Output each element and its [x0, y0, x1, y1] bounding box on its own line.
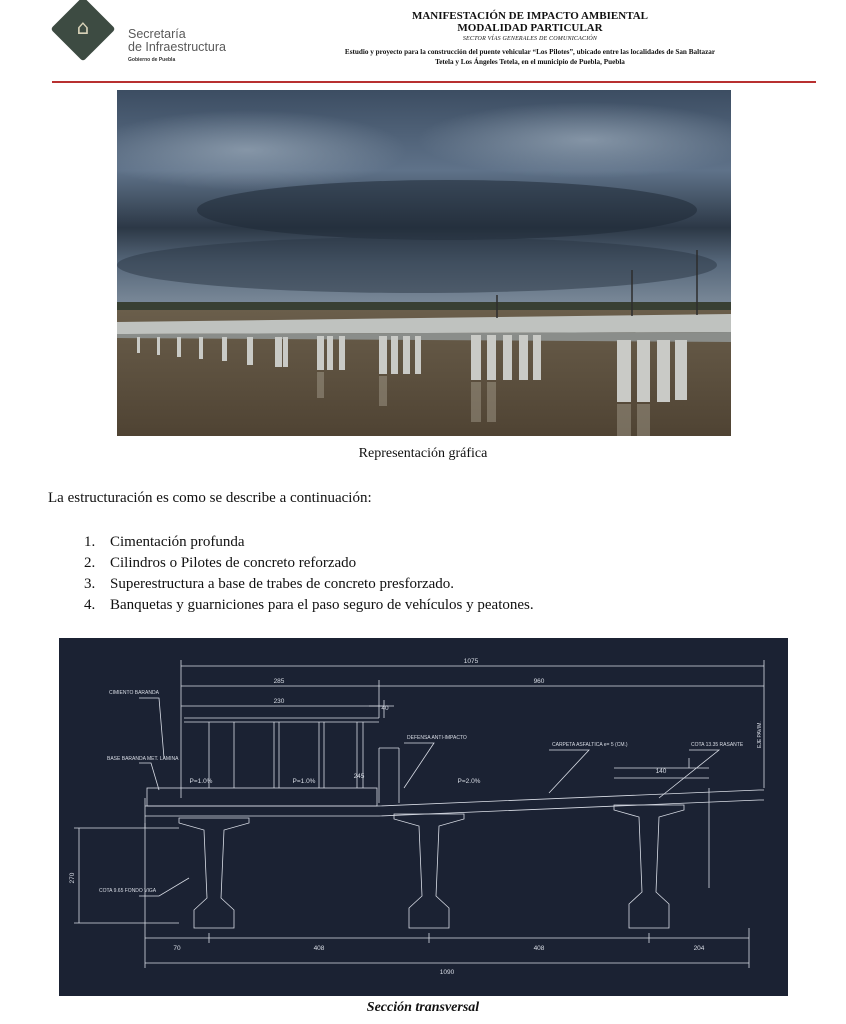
label-carpeta: CARPETA ASFALTICA e= 5 (CM.) — [552, 742, 628, 748]
dim-left-vertical: 270 — [69, 872, 76, 884]
label-defensa: DEFENSA ANTI-IMPACTO — [407, 735, 467, 741]
structure-list — [84, 532, 534, 616]
label-eje: EJE PAVIM. — [757, 721, 763, 748]
dim-total-bottom: 1090 — [439, 969, 455, 976]
bridge-photo — [117, 90, 731, 436]
drawing-caption: Sección transversal — [366, 1000, 480, 1015]
header-study-line2: Tetela y Los Ángeles Tetela, en el municipio de Puebla, Puebla — [435, 58, 625, 66]
photo-caption: Representación gráfica — [358, 446, 488, 461]
cross-section-drawing — [59, 638, 788, 996]
org-name-line2: de Infraestructura — [128, 40, 226, 54]
slope-left-a: P=1.0% — [189, 778, 213, 785]
cross-section-svg — [59, 638, 788, 996]
slope-left-b: P=1.0% — [292, 778, 316, 785]
header-subtitle: MODALIDAD PARTICULAR — [457, 22, 603, 34]
org-name-line1: Secretaría — [128, 27, 186, 41]
dim-small: 40 — [381, 705, 389, 712]
label-cota-fondo: COTA 9.65 FONDO VIGA — [99, 888, 157, 894]
dim-left: 285 — [273, 678, 285, 685]
dim-bottom-d: 204 — [693, 945, 705, 952]
bridge-photo-illustration — [117, 90, 731, 436]
list-item: 2. Cilindros o Pilotes de concreto reforzado — [84, 555, 357, 571]
dim-bottom-b: 408 — [313, 945, 325, 952]
header-study-line1: Estudio y proyecto para la construcción del puente vehicular “Los Pilotes”, ubicado entre las localidades de San Baltazar — [344, 48, 716, 56]
label-cota-rasante: COTA 13.35 RASANTE — [691, 742, 744, 748]
dim-245: 245 — [353, 773, 365, 780]
label-barandal: CIMIENTO BARANDA — [109, 690, 159, 696]
dim-bottom-c: 408 — [533, 945, 545, 952]
list-item: 3. Superestructura a base de trabes de concreto presforzado. — [84, 576, 455, 592]
org-subtitle: Gobierno de Puebla — [128, 57, 176, 63]
header-divider — [52, 81, 816, 83]
intro-paragraph: La estructuración es como se describe a continuación: — [48, 490, 372, 506]
dim-total-top: 1075 — [463, 658, 479, 665]
org-name — [128, 28, 226, 54]
slope-mid: P=2.0% — [457, 778, 481, 785]
dim-bottom-a: 70 — [173, 945, 181, 952]
header-sector: SECTOR VÍAS GENERALES DE COMUNICACIÓN — [462, 36, 598, 42]
dim-inner: 230 — [273, 698, 285, 705]
label-base-baranda: BASE BARANDA MET. LAMINA — [107, 756, 179, 762]
list-item: 4. Banquetas y guarniciones para el paso seguro de vehículos y peatones. — [84, 597, 534, 613]
dim-140: 140 — [655, 768, 667, 775]
header-title: MANIFESTACIÓN DE IMPACTO AMBIENTAL — [411, 10, 648, 22]
dim-right: 960 — [533, 678, 545, 685]
building-icon: ⌂ — [76, 15, 90, 39]
org-logo — [58, 2, 238, 66]
list-item: 1. Cimentación profunda — [84, 534, 245, 550]
document-header — [240, 10, 820, 67]
